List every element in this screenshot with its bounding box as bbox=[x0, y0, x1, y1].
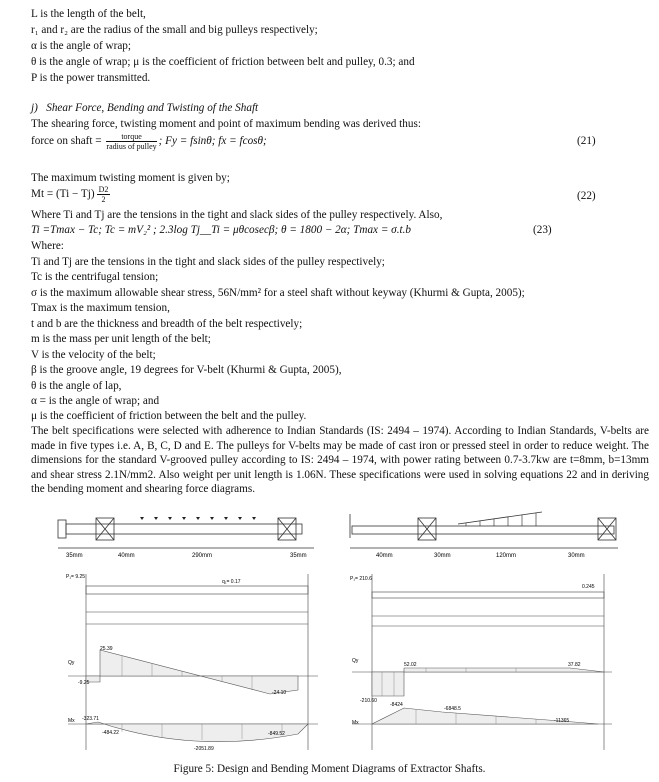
svg-text:-8424: -8424 bbox=[390, 702, 403, 708]
bm-axis-label: Mx bbox=[352, 720, 359, 726]
svg-text:-849.52: -849.52 bbox=[268, 731, 285, 737]
where-line: Where Ti and Tj are the tensions in the tight and slack sides of the pulley respectively. Also, bbox=[31, 209, 443, 221]
section-title: Shear Force, Bending and Twisting of the Shaft bbox=[46, 102, 259, 114]
fraction: $\frac{\text{torque}}{\text{radius of pulley}}$ bbox=[106, 132, 157, 151]
def-line: α = is the angle of wrap; and bbox=[31, 395, 160, 407]
svg-text:-210.60: -210.60 bbox=[360, 698, 377, 704]
svg-text:-2051.89: -2051.89 bbox=[194, 746, 214, 752]
def-line: L is the length of the belt, bbox=[31, 8, 146, 20]
def-line: V is the velocity of the belt; bbox=[31, 349, 156, 361]
svg-text:-9.25: -9.25 bbox=[78, 680, 90, 686]
def-line: σ is the maximum allowable shear stress, 56N/mm² for a steel shaft without keyway (Khurmi & Gupta, 2005); bbox=[31, 287, 525, 299]
figure-caption: Figure 5: Design and Bending Moment Diagrams of Extractor Shafts. bbox=[173, 763, 486, 775]
body-paragraph: The belt specifications were selected with adherence to Indian Standards (IS: 2494 – 1974). According to Indian Standards, V-belts are made in five types i.e. A, B, C, D and E. The pulleys for V-belts may be made of cast iron or pressed steel in order to reduce weight. The dimensions for the standard V-grooved pulley according to IS: 2494 – 1974, with power rating between 0.7-3.7kw are t=8mm, b=13mm and shear stress 2.1N/mm2. Also weight per unit length is 1.06N. These specifications were used in solving equations 22 and in deriving the bending moment and shearing force diagrams. bbox=[31, 425, 649, 495]
right-shear-bending-diagram bbox=[346, 572, 618, 754]
def-line: Tmax is the maximum tension, bbox=[31, 302, 170, 314]
svg-text:P₁= 210.6: P₁= 210.6 bbox=[350, 576, 372, 582]
equation-22: Mt = (Ti − Tj) $\frac{D2}{2}$ bbox=[31, 185, 109, 204]
svg-text:P₁= 9.25: P₁= 9.25 bbox=[66, 574, 86, 580]
def-line: θ is the angle of lap, bbox=[31, 380, 122, 392]
dim-label: 35mm bbox=[290, 553, 307, 559]
dim-label: 40mm bbox=[376, 553, 393, 559]
def-line: μ is the coefficient of friction between the belt and the pulley. bbox=[31, 410, 307, 422]
max-twist-text: The maximum twisting moment is given by; bbox=[31, 172, 230, 184]
section-heading bbox=[31, 102, 258, 115]
svg-text:52.02: 52.02 bbox=[404, 662, 417, 668]
svg-text:q₁= 0.17: q₁= 0.17 bbox=[222, 579, 241, 585]
svg-text:-323.71: -323.71 bbox=[82, 716, 99, 722]
equation-23: Ti =Tmax − Tc; Tc = mV₂² ; 2.3log Tj__Ti = μθcosecβ; θ = 1800 − 2α; Tmax = σ.t.b bbox=[31, 224, 411, 236]
def-line: θ is the angle of wrap; μ is the coefficient of friction between belt and pulley, 0.3; and bbox=[31, 56, 415, 68]
dim-label: 290mm bbox=[192, 553, 213, 559]
sf-axis-label: Qy bbox=[352, 658, 359, 664]
equation-tag: (22) bbox=[577, 190, 596, 202]
equation-21: force on shaft = $\frac{\text{torque}}{\text{radius of pulley}}$ ; Fy = fsinθ; fx = fcosθ; bbox=[31, 132, 267, 151]
def-line: r₁ and r₂ are the radius of the small and big pulleys respectively; bbox=[31, 24, 318, 36]
right-shaft-drawing bbox=[346, 508, 622, 560]
svg-text:-484.22: -484.22 bbox=[102, 730, 119, 736]
def-line: t and b are the thickness and breadth of the belt respectively; bbox=[31, 318, 303, 330]
where-label: Where: bbox=[31, 240, 64, 252]
dim-label: 35mm bbox=[66, 553, 83, 559]
def-line: Ti and Tj are the tensions in the tight and slack sides of the pulley respectively; bbox=[31, 256, 385, 268]
def-line: P is the power transmitted. bbox=[31, 72, 151, 84]
def-line: Tc is the centrifugal tension; bbox=[31, 271, 159, 283]
sf-axis-label: Qy bbox=[68, 660, 75, 666]
svg-text:-11365: -11365 bbox=[554, 718, 570, 724]
svg-text:0.245: 0.245 bbox=[582, 584, 595, 590]
bm-axis-label: Mx bbox=[68, 718, 75, 724]
dim-label: 30mm bbox=[568, 553, 585, 559]
dim-label: 40mm bbox=[118, 553, 135, 559]
dim-label: 120mm bbox=[496, 553, 517, 559]
def-line: m is the mass per unit length of the belt; bbox=[31, 333, 211, 345]
dim-label: 30mm bbox=[434, 553, 451, 559]
left-shaft-drawing bbox=[52, 508, 322, 560]
svg-text:37.82: 37.82 bbox=[568, 662, 581, 668]
def-line: α is the angle of wrap; bbox=[31, 40, 131, 52]
equation-tag: (23) bbox=[533, 224, 552, 236]
section-number: j) bbox=[31, 102, 38, 114]
left-shear-bending-diagram bbox=[62, 572, 324, 754]
def-line: β is the groove angle, 19 degrees for V-belt (Khurmi & Gupta, 2005), bbox=[31, 364, 342, 376]
intro-text: The shearing force, twisting moment and point of maximum bending was derived thus: bbox=[31, 118, 421, 130]
svg-text:25.39: 25.39 bbox=[100, 646, 113, 652]
svg-text:-24.10: -24.10 bbox=[272, 690, 287, 696]
equation-tag: (21) bbox=[577, 135, 596, 147]
svg-text:-6848.5: -6848.5 bbox=[444, 706, 461, 712]
